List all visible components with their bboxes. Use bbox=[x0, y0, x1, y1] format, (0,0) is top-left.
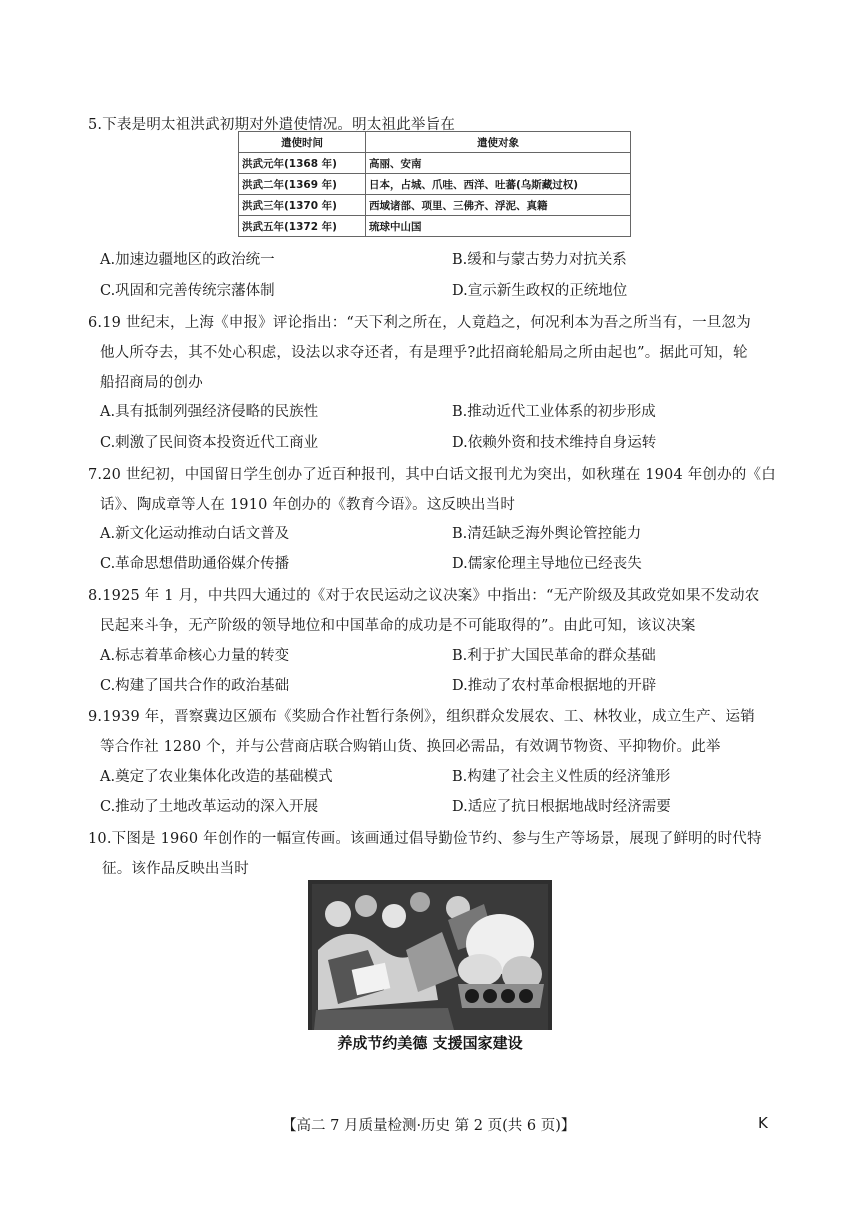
q6-option-c: C.刺激了民间资本投资近代工商业 bbox=[100, 435, 319, 451]
q8-option-c: C.构建了国共合作的政治基础 bbox=[100, 678, 290, 694]
table-cell: 洪武二年(1369 年) bbox=[239, 174, 366, 195]
q5-option-d: D.宣示新生政权的正统地位 bbox=[452, 283, 628, 299]
q7-option-b: B.清廷缺乏海外舆论管控能力 bbox=[452, 526, 642, 542]
q6-option-a: A.具有抵制列强经济侵略的民族性 bbox=[100, 404, 319, 420]
q9-option-c: C.推动了土地改革运动的深入开展 bbox=[100, 799, 319, 815]
question-6-line-1: 6.19 世纪末，上海《申报》评论指出：“天下利之所在，人竟趋之，何况利本为吾之所当有，一旦忽为 bbox=[88, 315, 751, 331]
question-6-line-2: 他人所夺去，其不处心积虑，设法以求夺还者，有是理乎?此招商轮船局之所由起也”。据此可知，轮 bbox=[100, 345, 748, 361]
question-9-line-1: 9.1939 年，晋察冀边区颁布《奖励合作社暂行条例》，组织群众发展农、工、林牧业，成立生产、运销 bbox=[88, 709, 755, 725]
table-cell: 洪武五年(1372 年) bbox=[239, 216, 366, 237]
table-cell: 西域诸部、项里、三佛齐、浮泥、真籍 bbox=[366, 195, 631, 216]
question-6-line-3: 船招商局的创办 bbox=[100, 375, 203, 391]
q7-option-a: A.新文化运动推动白话文普及 bbox=[100, 526, 290, 542]
table-cell: 日本，占城、爪哇、西洋、吐蕃(乌斯藏过权) bbox=[366, 174, 631, 195]
q5-option-c: C.巩固和完善传统宗藩体制 bbox=[100, 283, 275, 299]
q5-option-a: A.加速边疆地区的政治统一 bbox=[100, 252, 275, 268]
question-7-line-2: 话》、陶成章等人在 1910 年创办的《教育今语》。这反映出当时 bbox=[100, 497, 516, 513]
q7-option-c: C.革命思想借助通俗媒介传播 bbox=[100, 556, 290, 572]
q8-option-b: B.利于扩大国民革命的群众基础 bbox=[452, 648, 656, 664]
q6-option-b: B.推动近代工业体系的初步形成 bbox=[452, 404, 656, 420]
table-header-target: 遣使对象 bbox=[366, 132, 631, 153]
q8-option-a: A.标志着革命核心力量的转变 bbox=[100, 648, 290, 664]
question-9-line-2: 等合作社 1280 个，并与公营商店联合购销山货、换回必需品，有效调节物资、平抑物价。此举 bbox=[100, 739, 721, 755]
corner-mark: K bbox=[758, 1114, 768, 1132]
table-row bbox=[239, 174, 631, 195]
page-footer: 【高二 7 月质量检测·历史 第 2 页(共 6 页)】 bbox=[282, 1118, 576, 1134]
table-cell: 洪武三年(1370 年) bbox=[239, 195, 366, 216]
table-cell: 洪武元年(1368 年) bbox=[239, 153, 366, 174]
q5-option-b: B.缓和与蒙古势力对抗关系 bbox=[452, 252, 627, 268]
table-header-time: 遣使时间 bbox=[239, 132, 366, 153]
table-cell: 琉球中山国 bbox=[366, 216, 631, 237]
question-5-stem: 5.下表是明太祖洪武初期对外遣使情况。明太祖此举旨在 bbox=[88, 117, 456, 133]
q6-option-d: D.依赖外资和技术维持自身运转 bbox=[452, 435, 657, 451]
question-7-line-1: 7.20 世纪初，中国留日学生创办了近百种报刊，其中白话文报刊尤为突出，如秋瑾在 1904 年创办的《白 bbox=[88, 467, 776, 483]
question-10-line-1: 10.下图是 1960 年创作的一幅宣传画。该画通过倡导勤俭节约、参与生产等场景，展现了鲜明的时代特 bbox=[88, 831, 762, 847]
table-cell: 高丽、安南 bbox=[366, 153, 631, 174]
question-8-line-1: 8.1925 年 1 月，中共四大通过的《对于农民运动之议决案》中指出：“无产阶级及其政党如果不发动农 bbox=[88, 588, 760, 604]
table-row bbox=[239, 153, 631, 174]
poster-caption: 养成节约美德 支援国家建设 bbox=[337, 1034, 523, 1052]
q7-option-d: D.儒家伦理主导地位已经丧失 bbox=[452, 556, 642, 572]
table-row bbox=[239, 195, 631, 216]
question-8-line-2: 民起来斗争，无产阶级的领导地位和中国革命的成功是不可能取得的”。由此可知，该议决案 bbox=[100, 618, 696, 634]
q9-option-b: B.构建了社会主义性质的经济雏形 bbox=[452, 769, 671, 785]
envoy-table bbox=[238, 131, 631, 237]
propaganda-poster bbox=[308, 880, 552, 1054]
q8-option-d: D.推动了农村革命根据地的开辟 bbox=[452, 678, 657, 694]
question-10-line-2: 征。该作品反映出当时 bbox=[102, 861, 249, 877]
q9-option-a: A.奠定了农业集体化改造的基础模式 bbox=[100, 769, 333, 785]
q9-option-d: D.适应了抗日根据地战时经济需要 bbox=[452, 799, 671, 815]
table-header-row bbox=[239, 132, 631, 153]
table-row bbox=[239, 216, 631, 237]
